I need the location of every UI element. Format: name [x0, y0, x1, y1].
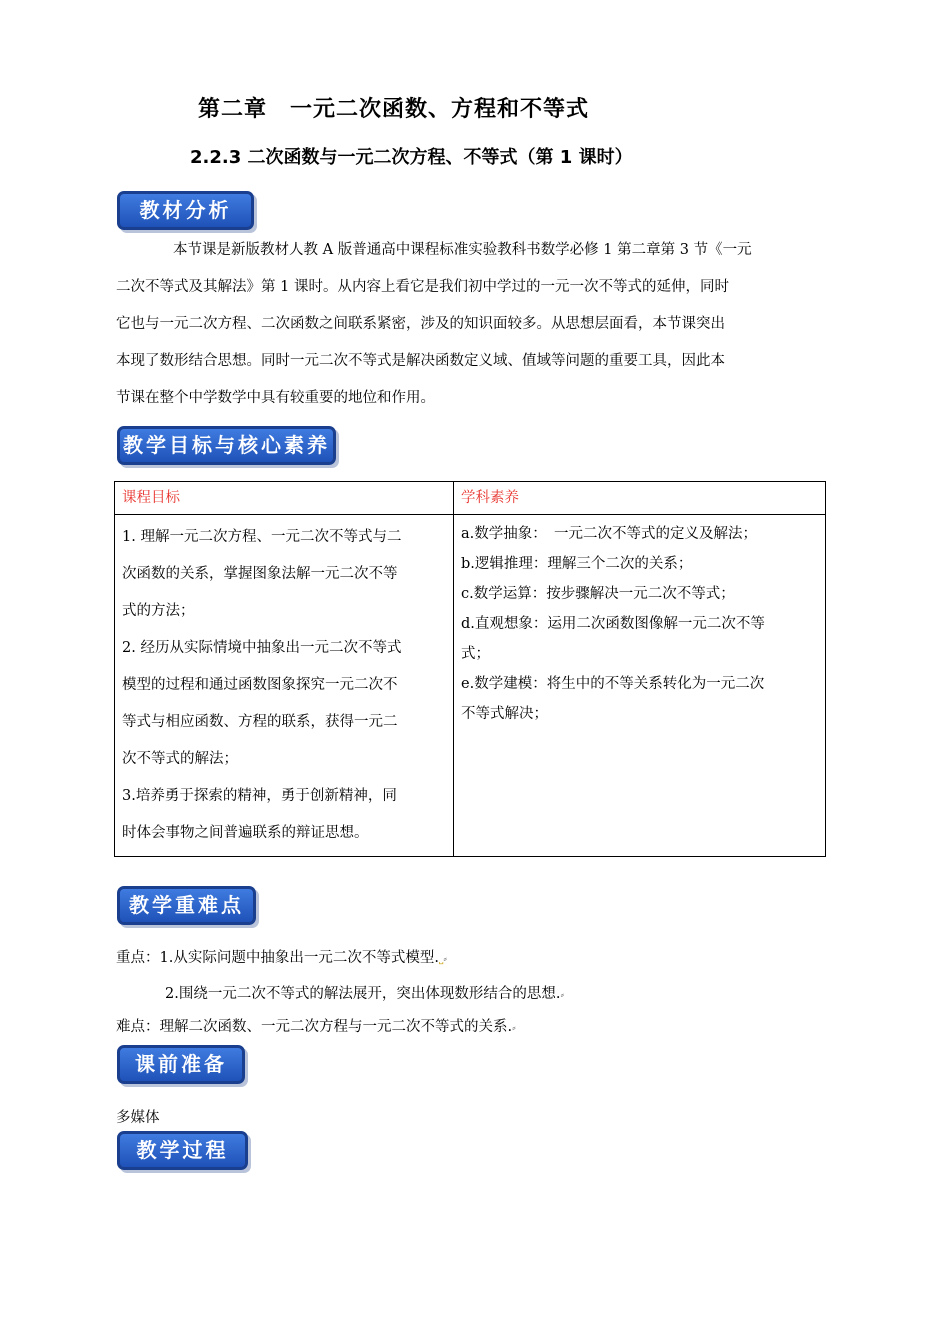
key-point-2: 2.围绕一元二次不等式的解法展开，突出体现数形结合的思想.⸗	[165, 986, 565, 1002]
header-core-literacy: 学科素养	[454, 482, 826, 515]
format-mark: ⸗	[443, 952, 447, 965]
format-mark: ˽	[438, 952, 444, 965]
difficulty-point: 难点：理解二次函数、一元二次方程与一元二次不等式的关系.⸗	[116, 1019, 516, 1035]
goal-line: 3.培养勇于探索的精神，勇于创新精神，同	[122, 788, 397, 804]
literacy-line: e.数学建模：将生中的不等关系转化为一元二次	[461, 676, 765, 692]
chapter-title: 第二章 一元二次函数、方程和不等式	[198, 97, 590, 122]
literacy-line: 式；	[461, 646, 490, 662]
literacy-line: 不等式解决；	[461, 706, 548, 722]
literacy-line: c.数学运算：按步骤解决一元二次不等式；	[461, 586, 735, 602]
goal-line: 次不等式的解法；	[122, 751, 238, 767]
format-mark: ⸗	[512, 1021, 516, 1034]
analysis-paragraph	[116, 232, 838, 417]
analysis-line: 本现了数形结合思想。同时一元二次不等式是解决函数定义域、值域等问题的重要工具，因此本	[116, 353, 725, 369]
table-header-row	[115, 482, 826, 515]
course-goals-cell	[115, 515, 454, 857]
goal-line: 模型的过程和通过函数图象探究一元二次不	[122, 677, 398, 693]
header-course-goals: 课程目标	[115, 482, 454, 515]
goal-line: 1. 理解一元二次方程、一元二次不等式与二	[122, 529, 402, 545]
section-badge-process: 教学过程	[117, 1131, 248, 1170]
section-badge-analysis: 教材分析	[117, 191, 254, 230]
analysis-line: 它也与一元二次方程、二次函数之间联系紧密，涉及的知识面较多。从思想层面看，本节课突出	[116, 316, 725, 332]
core-literacy-cell	[454, 515, 826, 857]
table-row	[115, 515, 826, 857]
section-badge-preparation: 课前准备	[117, 1045, 245, 1084]
section-badge-goals: 教学目标与核心素养	[117, 426, 336, 465]
goal-line: 等式与相应函数、方程的联系，获得一元二	[122, 714, 398, 730]
analysis-line: 节课在整个中学数学中具有较重要的地位和作用。	[116, 390, 435, 406]
analysis-line: 二次不等式及其解法》第 1 课时。从内容上看它是我们初中学过的一元一次不等式的延伸，同时	[116, 279, 729, 295]
goal-line: 式的方法；	[122, 603, 195, 619]
goal-line: 2. 经历从实际情境中抽象出一元二次不等式	[122, 640, 402, 656]
goals-table	[114, 481, 826, 857]
literacy-line: b.逻辑推理：理解三个二次的关系；	[461, 556, 693, 572]
preparation-text: 多媒体	[116, 1110, 160, 1126]
format-mark: ⸗	[560, 988, 565, 1001]
literacy-line: a.数学抽象： 一元二次不等式的定义及解法；	[461, 526, 758, 542]
lesson-title: 2.2.3 二次函数与一元二次方程、不等式（第 1 课时）	[190, 147, 633, 168]
key-point-1: 重点：1.从实际问题中抽象出一元二次不等式模型.˽⸗	[116, 950, 447, 966]
goal-line: 时体会事物之间普遍联系的辩证思想。	[122, 825, 369, 841]
literacy-line: d.直观想象：运用二次函数图像解一元二次不等	[461, 616, 765, 632]
analysis-line: 本节课是新版教材人教 A 版普通高中课程标准实验教科书数学必修 1 第二章第 3 节《一元	[173, 242, 752, 258]
goal-line: 次函数的关系，掌握图象法解一元二次不等	[122, 566, 398, 582]
section-badge-key-points: 教学重难点	[117, 886, 256, 925]
